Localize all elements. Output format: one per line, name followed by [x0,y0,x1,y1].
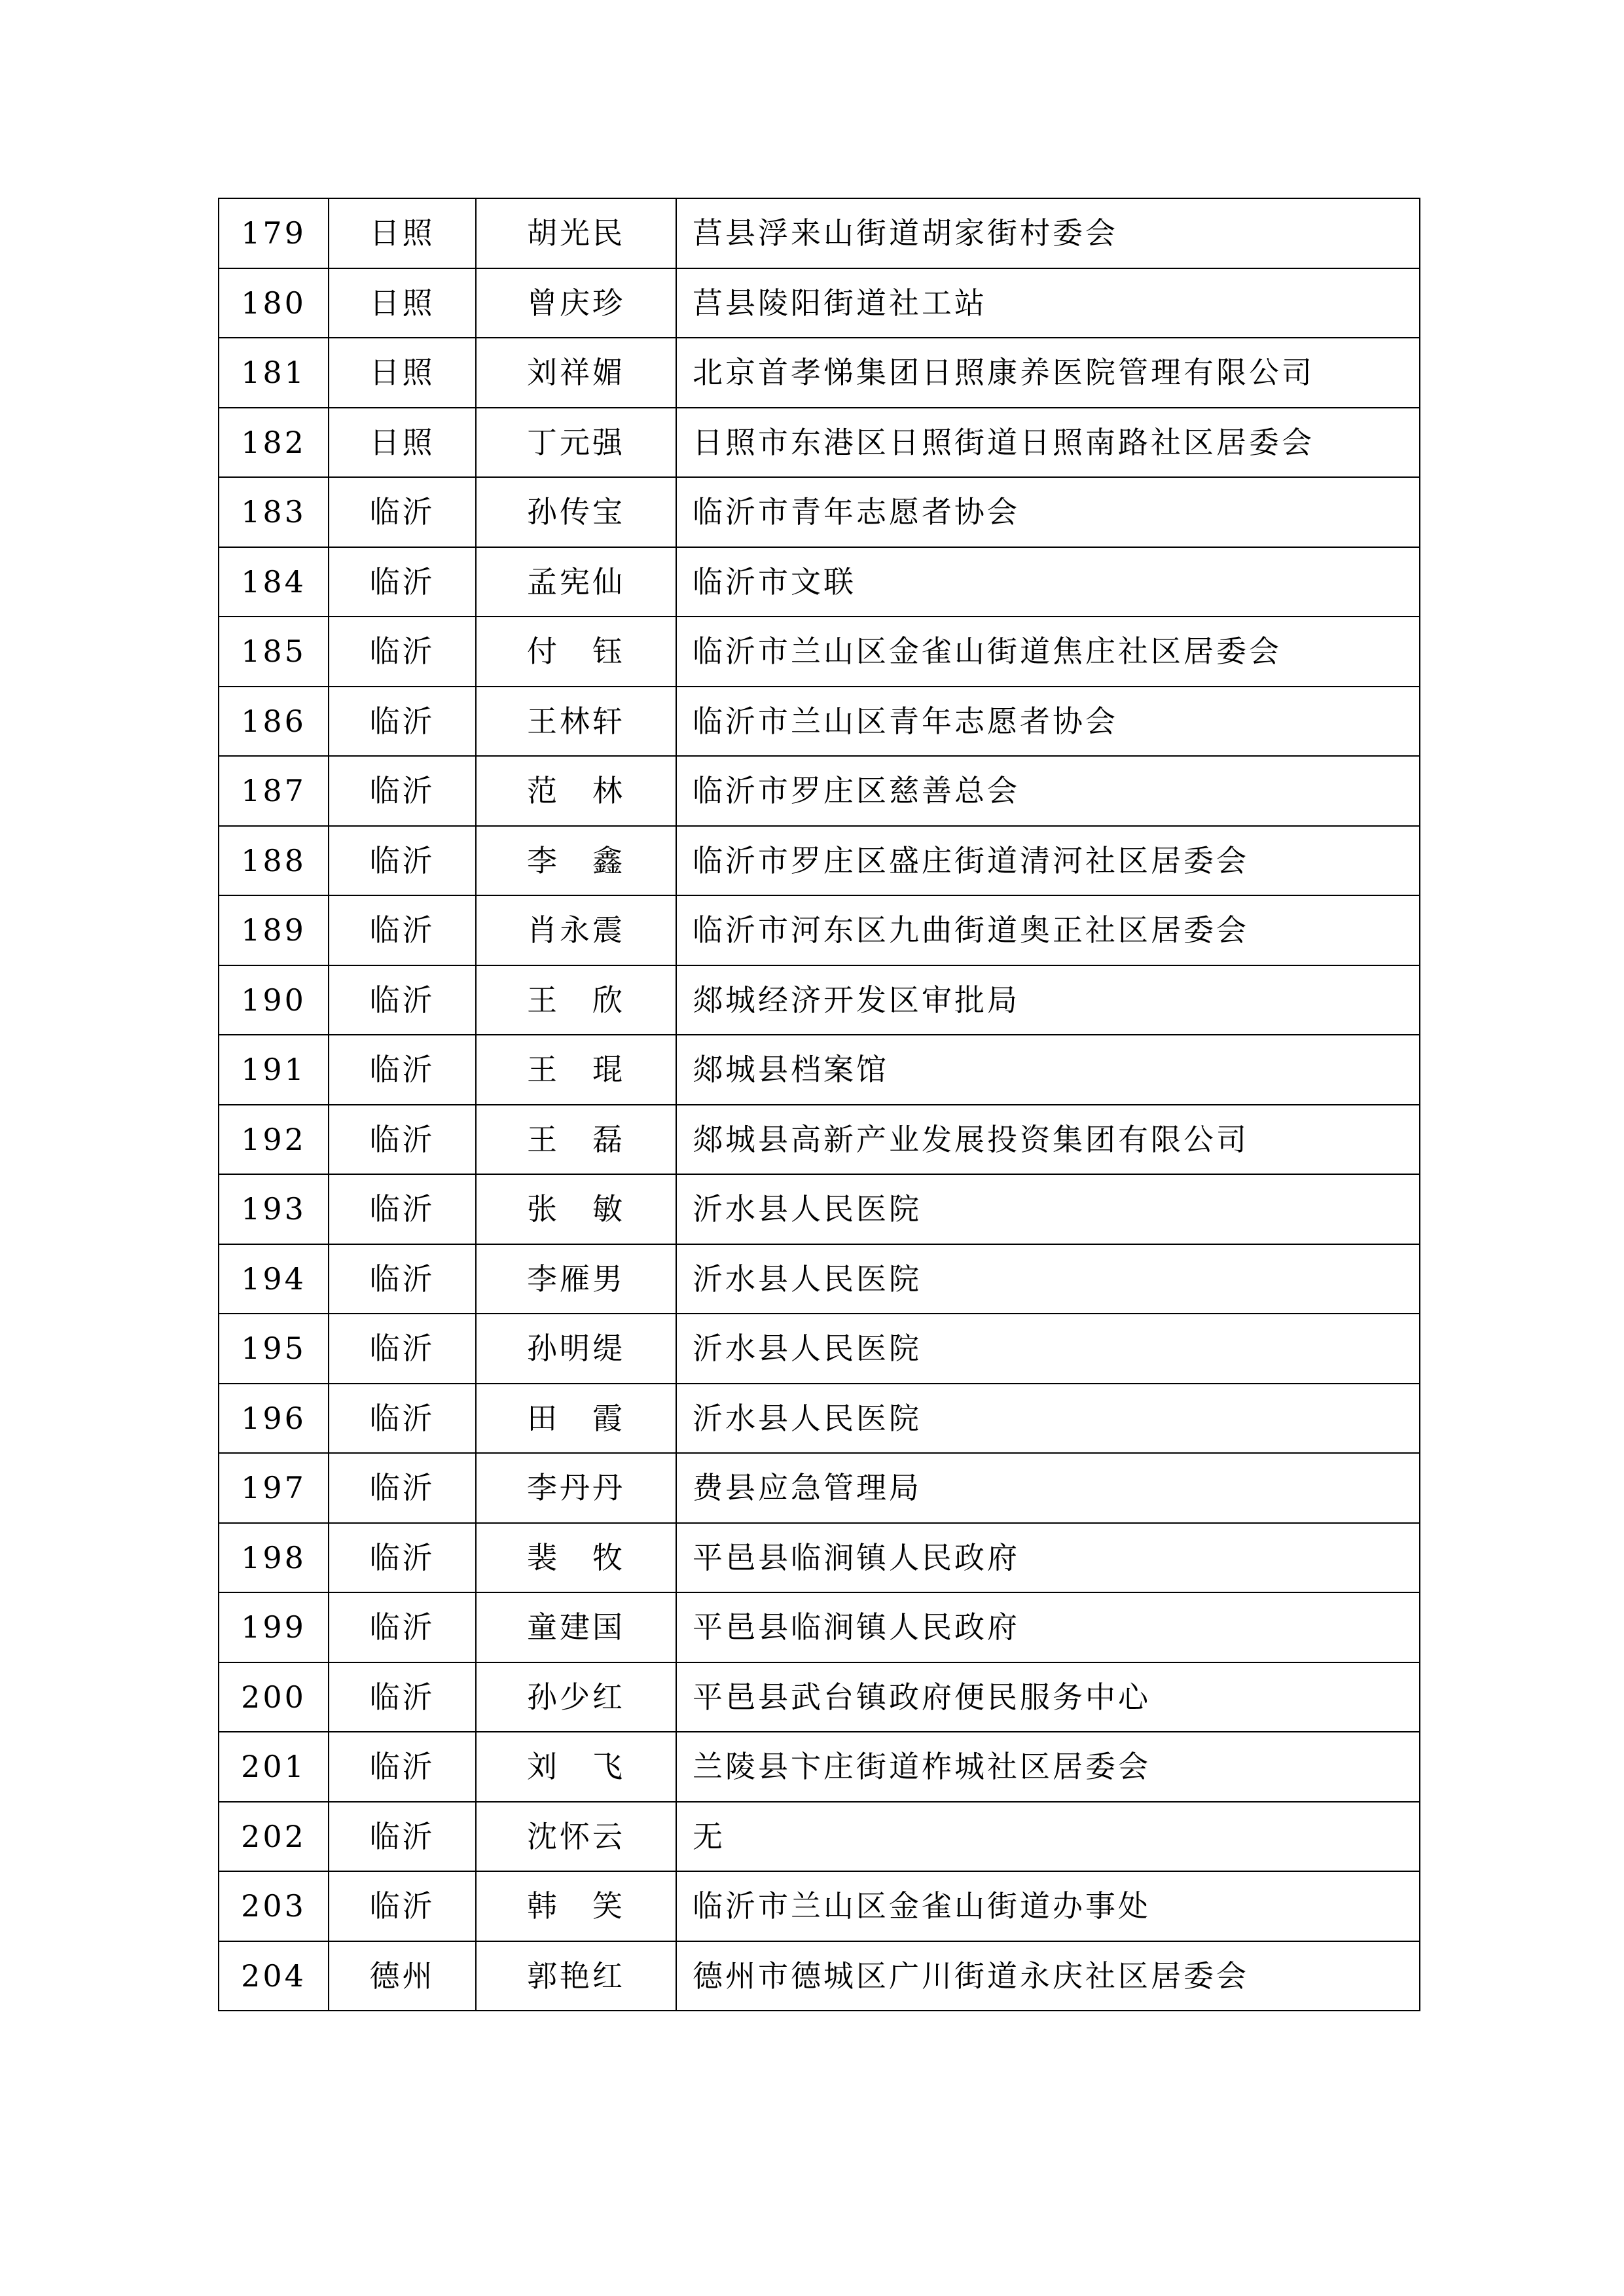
row-number: 182 [219,408,329,478]
row-person-name: 童建国 [476,1592,676,1662]
row-organization: 沂水县人民医院 [676,1384,1420,1454]
row-number: 204 [219,1941,329,2011]
row-city: 临沂 [329,756,476,826]
table-row [219,1174,1420,1244]
row-city: 临沂 [329,687,476,757]
row-organization: 临沂市罗庄区慈善总会 [676,756,1420,826]
row-city: 临沂 [329,1802,476,1872]
row-organization: 平邑县临涧镇人民政府 [676,1523,1420,1593]
row-organization: 兰陵县卞庄街道柞城社区居委会 [676,1732,1420,1802]
row-person-name: 肖永震 [476,895,676,965]
row-person-name: 李丹丹 [476,1453,676,1523]
row-city: 临沂 [329,1105,476,1175]
row-city: 临沂 [329,1523,476,1593]
table-row [219,895,1420,965]
row-organization: 郯城经济开发区审批局 [676,965,1420,1035]
row-city: 日照 [329,338,476,408]
roster-table [218,198,1420,2011]
table-row [219,965,1420,1035]
row-city: 临沂 [329,1244,476,1314]
row-person-name: 孙明缇 [476,1314,676,1384]
row-person-name: 付 钰 [476,617,676,687]
row-person-name: 郭艳红 [476,1941,676,2011]
row-number: 190 [219,965,329,1035]
row-person-name: 裴 牧 [476,1523,676,1593]
row-number: 193 [219,1174,329,1244]
table-row [219,1662,1420,1732]
row-number: 196 [219,1384,329,1454]
row-number: 191 [219,1035,329,1105]
row-person-name: 田 霞 [476,1384,676,1454]
row-city: 临沂 [329,1592,476,1662]
table-row [219,1244,1420,1314]
row-city: 临沂 [329,547,476,617]
row-person-name: 刘祥媚 [476,338,676,408]
table-row [219,826,1420,896]
table-row [219,1871,1420,1941]
table-row [219,338,1420,408]
table-row [219,408,1420,478]
row-number: 187 [219,756,329,826]
row-city: 日照 [329,408,476,478]
row-person-name: 张 敏 [476,1174,676,1244]
row-number: 186 [219,687,329,757]
row-organization: 平邑县武台镇政府便民服务中心 [676,1662,1420,1732]
row-city: 临沂 [329,1174,476,1244]
table-row [219,198,1420,268]
row-number: 197 [219,1453,329,1523]
table-row [219,756,1420,826]
table-row [219,547,1420,617]
row-person-name: 王 琨 [476,1035,676,1105]
row-person-name: 刘 飞 [476,1732,676,1802]
row-person-name: 王林轩 [476,687,676,757]
row-person-name: 王 磊 [476,1105,676,1175]
table-row [219,1453,1420,1523]
row-organization: 沂水县人民医院 [676,1314,1420,1384]
row-organization: 临沂市青年志愿者协会 [676,477,1420,547]
table-row [219,687,1420,757]
table-row [219,1732,1420,1802]
row-city: 临沂 [329,1314,476,1384]
table-row [219,477,1420,547]
row-number: 199 [219,1592,329,1662]
table-row [219,1384,1420,1454]
row-city: 临沂 [329,826,476,896]
row-person-name: 丁元强 [476,408,676,478]
row-number: 183 [219,477,329,547]
row-city: 临沂 [329,1453,476,1523]
table-row [219,1941,1420,2011]
row-person-name: 沈怀云 [476,1802,676,1872]
row-city: 临沂 [329,477,476,547]
row-organization: 临沂市兰山区金雀山街道焦庄社区居委会 [676,617,1420,687]
table-row [219,1523,1420,1593]
table-row [219,1802,1420,1872]
table-row [219,1592,1420,1662]
table-row [219,617,1420,687]
row-organization: 德州市德城区广川街道永庆社区居委会 [676,1941,1420,2011]
table-row [219,268,1420,338]
row-number: 194 [219,1244,329,1314]
row-city: 临沂 [329,1871,476,1941]
row-organization: 日照市东港区日照街道日照南路社区居委会 [676,408,1420,478]
row-person-name: 范 林 [476,756,676,826]
row-organization: 北京首孝悌集团日照康养医院管理有限公司 [676,338,1420,408]
row-person-name: 孙传宝 [476,477,676,547]
row-organization: 郯城县档案馆 [676,1035,1420,1105]
row-organization: 临沂市文联 [676,547,1420,617]
row-number: 195 [219,1314,329,1384]
row-organization: 郯城县高新产业发展投资集团有限公司 [676,1105,1420,1175]
row-organization: 莒县陵阳街道社工站 [676,268,1420,338]
row-organization: 沂水县人民医院 [676,1174,1420,1244]
row-city: 日照 [329,198,476,268]
row-city: 临沂 [329,1732,476,1802]
row-organization: 临沂市兰山区青年志愿者协会 [676,687,1420,757]
row-number: 189 [219,895,329,965]
row-city: 临沂 [329,1662,476,1732]
row-person-name: 孟宪仙 [476,547,676,617]
row-city: 临沂 [329,1035,476,1105]
row-number: 200 [219,1662,329,1732]
table-row [219,1314,1420,1384]
row-city: 临沂 [329,617,476,687]
row-city: 临沂 [329,965,476,1035]
row-organization: 莒县浮来山街道胡家街村委会 [676,198,1420,268]
row-number: 201 [219,1732,329,1802]
row-organization: 临沂市兰山区金雀山街道办事处 [676,1871,1420,1941]
row-number: 179 [219,198,329,268]
row-number: 198 [219,1523,329,1593]
table-row [219,1035,1420,1105]
row-city: 日照 [329,268,476,338]
row-organization: 平邑县临涧镇人民政府 [676,1592,1420,1662]
row-person-name: 李 鑫 [476,826,676,896]
row-organization: 费县应急管理局 [676,1453,1420,1523]
row-person-name: 王 欣 [476,965,676,1035]
table-row [219,1105,1420,1175]
row-organization: 临沂市河东区九曲街道奥正社区居委会 [676,895,1420,965]
row-number: 180 [219,268,329,338]
row-person-name: 曾庆珍 [476,268,676,338]
row-number: 202 [219,1802,329,1872]
row-person-name: 孙少红 [476,1662,676,1732]
row-number: 188 [219,826,329,896]
row-number: 192 [219,1105,329,1175]
row-city: 临沂 [329,895,476,965]
row-person-name: 胡光民 [476,198,676,268]
row-city: 德州 [329,1941,476,2011]
row-number: 185 [219,617,329,687]
row-person-name: 李雁男 [476,1244,676,1314]
row-organization: 无 [676,1802,1420,1872]
row-organization: 沂水县人民医院 [676,1244,1420,1314]
row-number: 203 [219,1871,329,1941]
row-organization: 临沂市罗庄区盛庄街道清河社区居委会 [676,826,1420,896]
row-person-name: 韩 笑 [476,1871,676,1941]
row-number: 181 [219,338,329,408]
row-city: 临沂 [329,1384,476,1454]
row-number: 184 [219,547,329,617]
